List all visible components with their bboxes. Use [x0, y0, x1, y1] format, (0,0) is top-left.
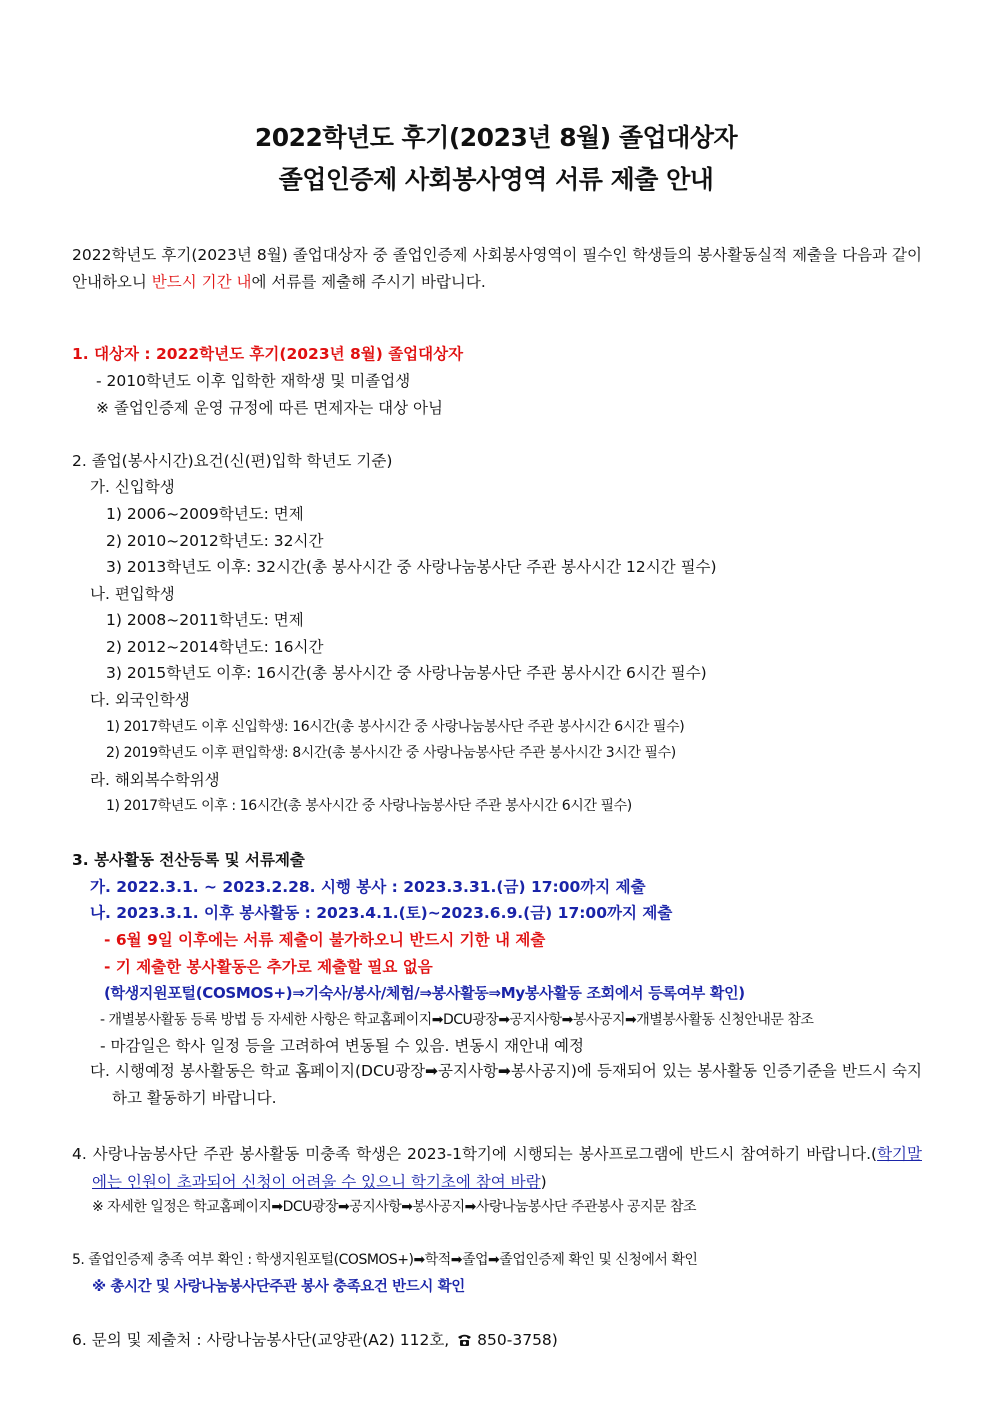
section-2-ga: 가. 신입학생 — [90, 478, 175, 496]
section-2-ga-1: 1) 2006~2009학년도: 면제 — [106, 505, 304, 523]
section-2-ra: 라. 해외복수학위생 — [90, 771, 220, 789]
section-2-ga-3: 3) 2013학년도 이후: 32시간(총 봉사시간 중 사랑나눔봉사단 주관 봉사시간 12시간 필수) — [106, 558, 717, 576]
section-2-ra-1: 1) 2017학년도 이후 : 16시간(총 봉사시간 중 사랑나눔봉사단 주관 봉사시간 6시간 필수) — [106, 798, 632, 814]
section-4-note: ※ 자세한 일정은 학교홈페이지➡DCU광장➡공지사항➡봉사공지➡사랑나눔봉사단 주관봉사 공지문 참조 — [92, 1199, 697, 1215]
section-5-line: 5. 졸업인증제 충족 여부 확인 : 학생지원포털(COSMOS+)➡학적➡졸업➡졸업인증제 확인 및 신청에서 확인 — [72, 1252, 698, 1268]
section-3-warning-1: - 6월 9일 이후에는 서류 제출이 불가하오니 반드시 기한 내 제출 — [104, 931, 546, 949]
title-line-1: 2022학년도 후기(2023년 8월) 졸업대상자 — [254, 123, 738, 152]
intro-text-1: 2022학년도 후기(2023년 8월) 졸업대상자 중 졸업인증제 사회봉사영역이 필수인 학생들의 봉사활동실적 제출을 다음과 같이 안내하오니 — [72, 246, 922, 291]
section-4-body — [72, 1140, 922, 1196]
section-2-da-2: 2) 2019학년도 이후 편입학생: 8시간(총 봉사시간 중 사랑나눔봉사단 주관 봉사시간 3시간 필수) — [106, 745, 676, 761]
section-3-portal-path: (학생지원포털(COSMOS+)⇒기숙사/봉사/체험/⇒봉사활동⇒My봉사활동 조회에서 등록여부 확인) — [104, 984, 745, 1002]
section-4-paragraph — [72, 1140, 922, 1196]
section-3-ga: 가. 2022.3.1. ~ 2023.2.28. 시행 봉사 : 2023.3.31.(금) 17:00까지 제출 — [90, 878, 646, 896]
section-6-phone: 850-3758) — [477, 1331, 558, 1349]
section-1-note: ※ 졸업인증제 운영 규정에 따른 면제자는 대상 아님 — [96, 399, 443, 417]
section-3-da-text: 다. 시행예정 봉사활동은 학교 홈페이지(DCU광장➡공지사항➡봉사공지)에 등재되어 있는 봉사활동 인증기준을 반드시 숙지하고 활동하기 바랍니다. — [90, 1062, 922, 1107]
section-4-text-2: ) — [540, 1173, 547, 1191]
section-5-note: ※ 총시간 및 사랑나눔봉사단주관 봉사 충족요건 반드시 확인 — [92, 1279, 465, 1295]
section-3-note-2: - 마감일은 학사 일정 등을 고려하여 변동될 수 있음. 변동시 재안내 예정 — [100, 1037, 584, 1055]
section-6-text: 6. 문의 및 제출처 : 사랑나눔봉사단(교양관(A2) 112호, — [72, 1331, 455, 1349]
title-line-2: 졸업인증제 사회봉사영역 서류 제출 안내 — [278, 165, 714, 194]
intro-paragraph — [72, 242, 922, 296]
section-2-ga-2: 2) 2010~2012학년도: 32시간 — [106, 532, 324, 550]
section-3-heading: 3. 봉사활동 전산등록 및 서류제출 — [72, 851, 305, 869]
section-2-heading: 2. 졸업(봉사시간)요건(신(편)입학 학년도 기준) — [72, 452, 393, 470]
section-6-line — [72, 1330, 558, 1352]
section-3-warning-2: - 기 제출한 봉사활동은 추가로 제출할 필요 없음 — [104, 958, 433, 976]
section-2-da: 다. 외국인학생 — [90, 691, 190, 709]
section-4-emphasis: 학기말에는 인원이 초과되어 신청이 어려울 수 있으니 학기초에 참여 바람 — [92, 1145, 922, 1191]
intro-emphasis: 반드시 기간 내 — [151, 273, 252, 291]
section-2-na: 나. 편입학생 — [90, 585, 175, 603]
phone-icon — [457, 1332, 472, 1352]
section-3-na: 나. 2023.3.1. 이후 봉사활동 : 2023.4.1.(토)~2023.6.9.(금) 17:00까지 제출 — [90, 904, 673, 922]
section-2-na-3: 3) 2015학년도 이후: 16시간(총 봉사시간 중 사랑나눔봉사단 주관 봉사시간 6시간 필수) — [106, 664, 707, 682]
section-3-da — [90, 1058, 922, 1112]
section-2-na-2: 2) 2012~2014학년도: 16시간 — [106, 638, 324, 656]
section-3-note-1: - 개별봉사활동 등록 방법 등 자세한 사항은 학교홈페이지➡DCU광장➡공지사항➡봉사공지➡개별봉사활동 신청안내문 참조 — [100, 1012, 814, 1028]
intro-text-2: 에 서류를 제출해 주시기 바랍니다. — [251, 273, 486, 291]
section-1-item: - 2010학년도 이후 입학한 재학생 및 미졸업생 — [96, 372, 411, 390]
section-2-da-1: 1) 2017학년도 이후 신입학생: 16시간(총 봉사시간 중 사랑나눔봉사단 주관 봉사시간 6시간 필수) — [106, 719, 685, 735]
section-4-text-1: 4. 사랑나눔봉사단 주관 봉사활동 미충족 학생은 2023-1학기에 시행되는 봉사프로그램에 반드시 참여하기 바랍니다.( — [72, 1145, 878, 1163]
section-2-na-1: 1) 2008~2011학년도: 면제 — [106, 611, 304, 629]
section-1-heading: 1. 대상자 : 2022학년도 후기(2023년 8월) 졸업대상자 — [72, 345, 464, 363]
